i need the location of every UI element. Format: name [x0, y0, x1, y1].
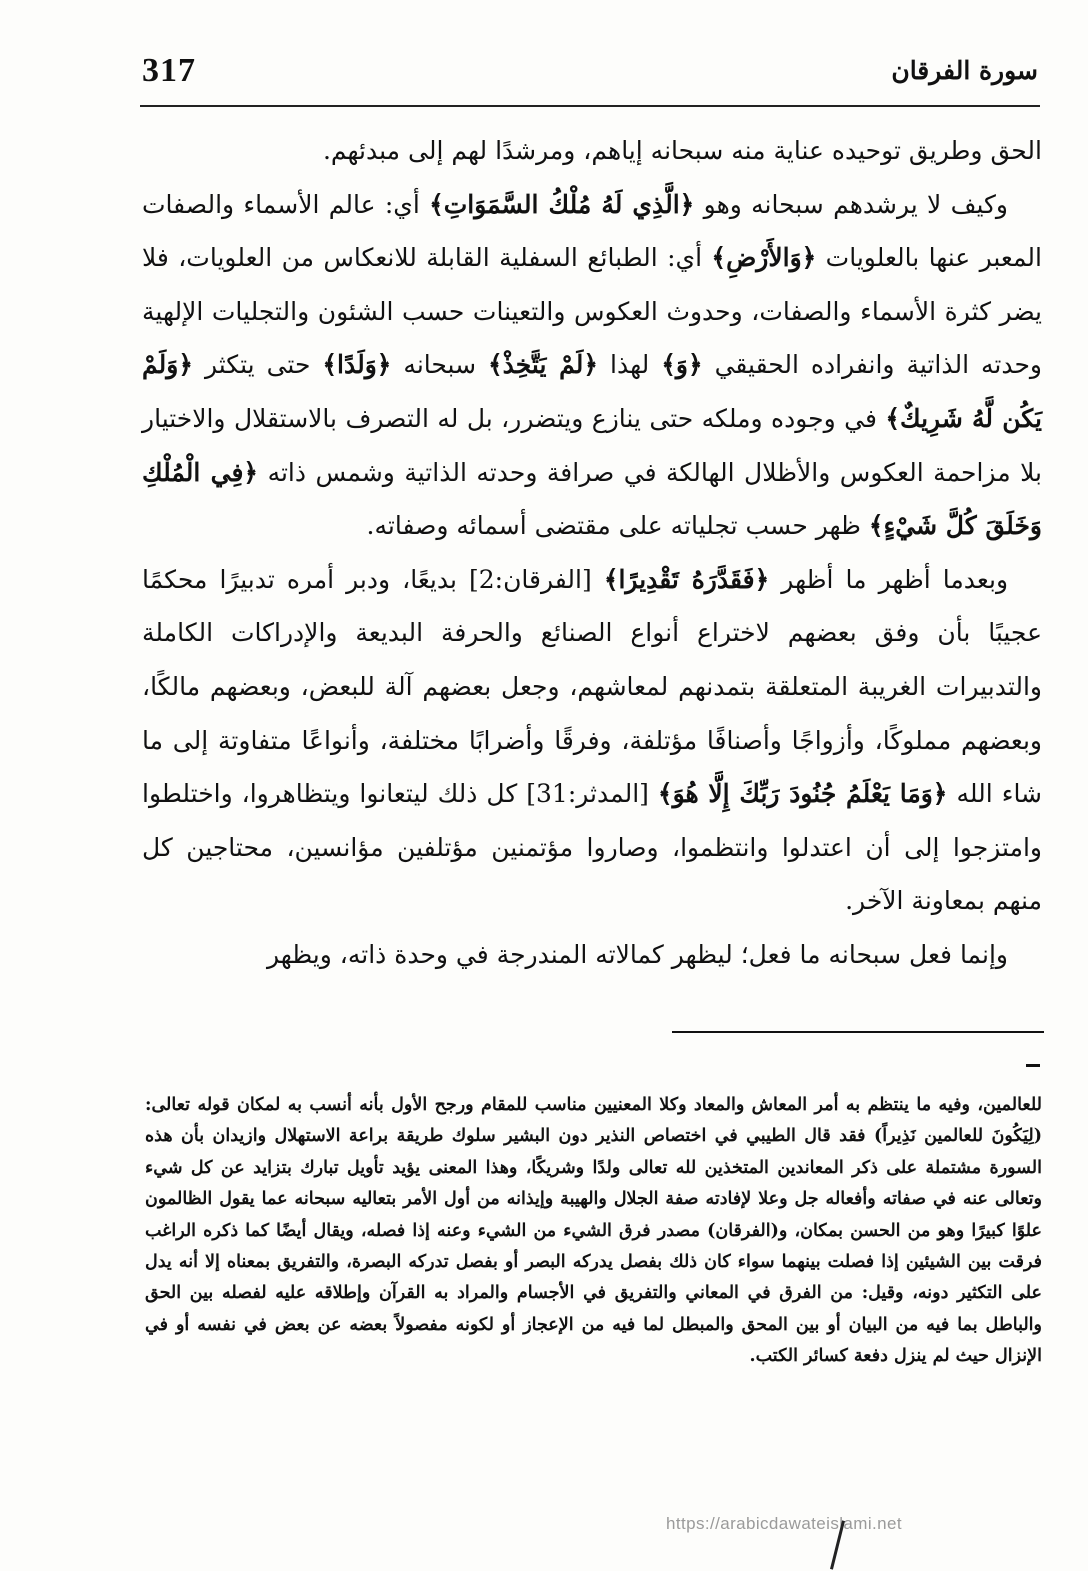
footnote-marker [1026, 1064, 1040, 1067]
main-text [142, 124, 1042, 982]
text-run: [الفرقان:2] بديعًا، ودبر أمره تدبيرًا محكمًا عجيبًا بأن وفق بعضهم لاختراع أنواع الصنائع والحرفة البديعة والإدراكات الكاملة والتدبيرات الغريبة المتعلقة بتمدنهم لمعاشهم، وجعل بعضهم آلة للبعض، وبعضهم مالكًا، وبعضهم مملوكًا، وأزواجًا وأصنافًا مؤتلفة، وفرقًا وأضرابًا مختلفة، وأنواعًا متفاوتة إلى ما شاء الله [142, 564, 1043, 809]
footnote-text: للعالمين، وفيه ما ينتظم به أمر المعاش والمعاد وكلا المعنيين مناسب للمقام ورجح الأول بأنه أنسب به لمكان قوله تعالى: (لِيَكُونَ للعالمين نَذِيراً) فقد قال الطيبي في اختصاص النذير دون البشير سلوك طريقة براعة الاستهلال وازيدان بأن هذه السورة مشتملة على ذكر المعاندين المتخذين لله تعالى ولدًا وشريكًا، وهذا المعنى يؤيد تأويل تبارك بتزايد عن كل شيء وتعالى عنه في صفاته وأفعاله جل وعلا لإفادته صفة الجلال والهيبة وإيذانه من أول الأمر بتعاليه سبحانه عما يقول الظالمون علوًا كبيرًا وهو من الحسن بمكان، و(الفرقان) مصدر فرق الشيء من الشيء وعنه إذا فصله، ويقال أيضًا كما ذكره الراغب فرقت بين الشيئين إذا فصلت بينهما سواء كان ذلك بفصل يدركه البصر أو بفصل تدركه البصرة، والتفريق بمعناه إلا أنه يدل على التكثير دونه، وقيل: من الفرق في المعاني والتفريق في الأجسام والمراد به القرآن وإطلاقه عليه لفصله بين الحق والباطل بما فيه من البيان أو بين المحق والمبطل لما فيه من الإعجاز أو لكونه مفصولاً بعضه عن بعض في نفسه أو في الإنزال حيث لم ينزل دفعة كسائر الكتب. [145, 1095, 1043, 1367]
paragraph-3 [142, 553, 1042, 928]
watermark: https://arabicdawateislami.net [666, 1514, 902, 1533]
text-run: أي: عالم الأسماء والصفات المعبر عنها بالعلويات [142, 189, 1042, 273]
text-run: ظهر حسب تجلياته على مقتضى أسمائه وصفاته. [366, 511, 869, 541]
text-run: أي: الطبائع السفلية القابلة للانعكاس من العلويات، فلا يضر كثرة الأسماء والصفات، وحدوث العكوس والتعينات حسب الشئون والتجليات الإلهية وحدته الذاتية وانفراده الحقيقي [142, 243, 1042, 380]
footnote-separator [672, 1031, 1044, 1033]
quran-quote: ﴿فَقَدَّرَهُ تَقْدِيرًا﴾ [603, 564, 770, 594]
paragraph-4: وإنما فعل سبحانه ما فعل؛ ليظهر كمالاته المندرجة في وحدة ذاته، ويظهر [266, 939, 1008, 969]
running-title: سورة الفرقان [891, 56, 1038, 85]
text-run: لهذا [598, 350, 662, 380]
quran-quote: ﴿وَلَمْ يَكُن لَّهُ شَرِيكٌ﴾ [142, 350, 1043, 433]
text-run: حتى يتكثر [192, 350, 323, 380]
header-rule [140, 105, 1040, 107]
text-run: [المدثر:31] كل ذلك ليتعانوا ويتظاهروا، واختلطوا وامتزجوا إلى أن اعتدلوا وانتظموا، وصاروا مؤتمنين مؤتلفين مؤانسين، محتاجين كل منهم بمعاونة الآخر. [142, 779, 1042, 916]
text-run: وكيف لا يرشدهم سبحانه وهو [694, 189, 1009, 219]
quran-quote: ﴿وَالأَرْضِ﴾ [711, 243, 817, 273]
quran-quote: ﴿وَلَدًا﴾ [322, 350, 392, 380]
quran-quote: ﴿وَمَا يَعْلَمُ جُنُودَ رَبِّكَ إِلَّا هُوَ﴾ [657, 779, 948, 809]
text-run: وبعدما أظهر ما أظهر [769, 564, 1009, 594]
quran-quote: ﴿لَمْ يَتَّخِذْ﴾ [488, 350, 599, 380]
footnote [145, 1090, 1042, 1373]
text-run: سبحانه [391, 350, 489, 380]
paragraph-1: الحق وطريق توحيده عناية منه سبحانه إياهم، ومرشدًا لهم إلى مبدئهم. [322, 136, 1042, 165]
quran-quote: ﴿الَّذِي لَهُ مُلْكُ السَّمَوَاتِ﴾ [429, 189, 695, 219]
quran-quote: ﴿وَ﴾ [661, 350, 703, 380]
quran-quote: ﴿فِي الْمُلْكِ وَخَلَقَ كُلَّ شَيْءٍ﴾ [142, 457, 1042, 541]
text-run: في وجوده وملكه حتى ينازع ويتضرر، بل له التصرف بالاستقلال والاختيار بلا مزاحمة العكوس والأظلال الهالكة في صرافة وحدته الذاتية وشمس ذاته [142, 403, 1042, 487]
page-number: 317 [142, 52, 196, 89]
paragraph-2 [142, 178, 1042, 553]
